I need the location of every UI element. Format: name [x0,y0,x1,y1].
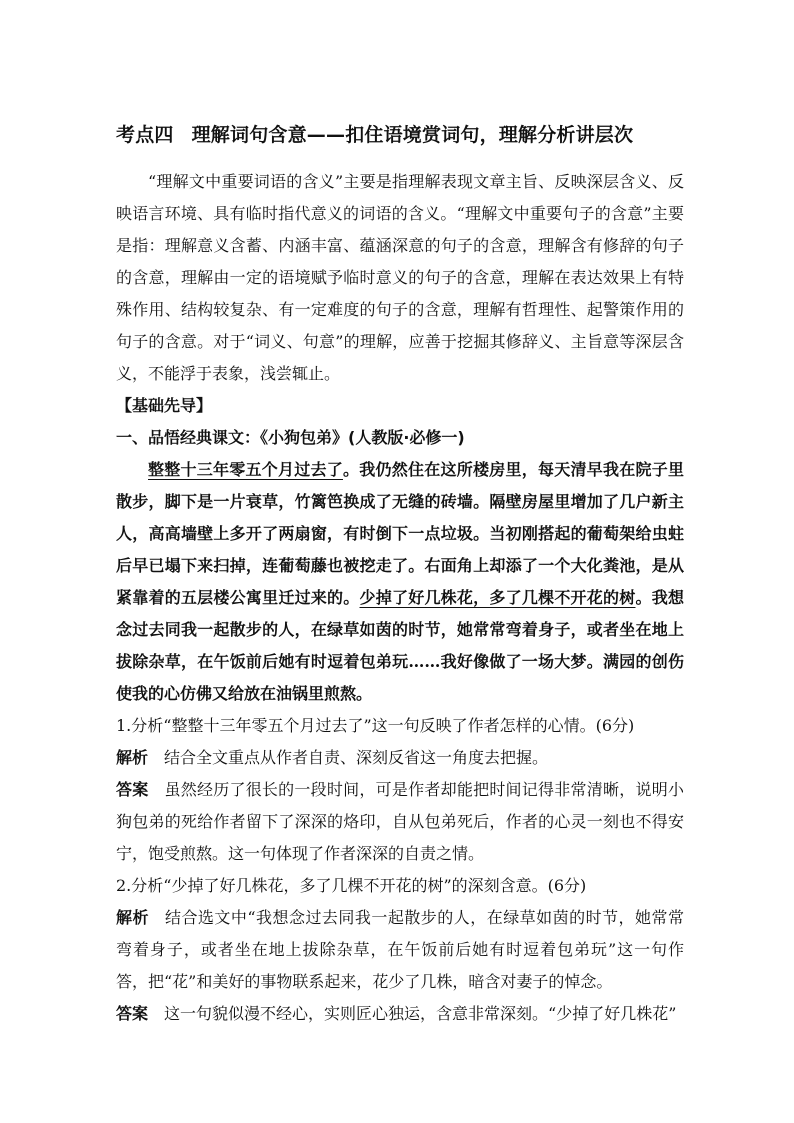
question-1-answer [116,774,684,870]
title-topic-number: 考点四 [116,124,174,146]
passage-underlined-sentence-2: 少掉了好几株花，多了几棵不开花的树 [359,588,636,607]
passage-paragraph [116,454,684,710]
title-topic-text: 理解词句含意——扣住语境赏词句，理解分析讲层次 [191,124,634,146]
question-2-answer [116,998,684,1030]
answer-label: 答案 [116,780,149,799]
section-heading: 【基础先导】 [116,396,213,415]
document-page [116,120,684,1030]
analysis-text: 结合全文重点从作者自责、深刻反省这一角度去把握。 [164,748,549,767]
question-2: 2.分析“少掉了好几株花，多了几棵不开花的树”的深刻含意。(6分) [116,876,587,895]
answer-text: 虽然经历了很长的一段时间，可是作者却能把时间记得非常清晰，说明小狗包弟的死给作者留下了深深的烙印，自从包弟死后，作者的心灵一刻也不得安宁，饱受煎熬。这一句体现了作者深深的自责之情。 [116,780,684,863]
question-2-analysis [116,902,684,998]
subsection-heading: 一、品悟经典课文：《小狗包弟》(人教版·必修一) [116,428,465,447]
page-title [116,120,684,150]
analysis-text: 结合选文中“我想念过去同我一起散步的人，在绿草如茵的时节，她常常弯着身子，或者坐在地上拔除杂草，在午饭前后她有时逗着包弟玩”这一句作答，把“花”和美好的事物联系起来，花少了几株，暗含对妻子的悼念。 [116,908,684,991]
passage-text-1: 。我仍然住在这所楼房里，每天清早我在院子里散步，脚下是一片衰草，竹篱笆换成了无缝的砖墙。隔壁房屋里增加了几户新主人，高高墙壁上多开了两扇窗，有时倒下一点垃圾。当初刚搭起的葡萄架给虫蛀后早已塌下来扫掉，连葡萄藤也被挖走了。右面角上却添了一个大化粪池，是从紧靠着的五层楼公寓里迁过来的。 [116,460,684,607]
question-1-analysis [116,742,684,774]
answer-text: 这一句貌似漫不经心，实则匠心独运，含意非常深刻。“少掉了好几株花” [164,1004,677,1023]
answer-label: 答案 [116,1004,149,1023]
analysis-label: 解析 [116,908,149,927]
passage-underlined-sentence-1: 整整十三年零五个月过去了 [148,460,343,479]
question-1: 1.分析“整整十三年零五个月过去了”这一句反映了作者怎样的心情。(6分) [116,716,635,735]
passage-text-2: 。我想念过去同我一起散步的人，在绿草如茵的时节，她常常弯着身子，或者坐在地上拔除杂草，在午饭前后她有时逗着包弟玩……我好像做了一场大梦。满园的创伤使我的心仿佛又给放在油锅里煎熬。 [116,588,684,703]
analysis-label: 解析 [116,748,149,767]
intro-paragraph: “理解文中重要词语的含义”主要是指理解表现文章主旨、反映深层含义、反映语言环境、具有临时指代意义的词语的含义。“理解文中重要句子的含意”主要是指：理解意义含蓄、内涵丰富、蕴涵深意的句子的含意，理解含有修辞的句子的含意，理解由一定的语境赋予临时意义的句子的含意，理解在表达效果上有特殊作用、结构较复杂、有一定难度的句子的含意，理解有哲理性、起警策作用的句子的含意。对于“词义、句意”的理解，应善于挖掘其修辞义、主旨意等深层含义，不能浮于表象，浅尝辄止。 [116,172,684,383]
